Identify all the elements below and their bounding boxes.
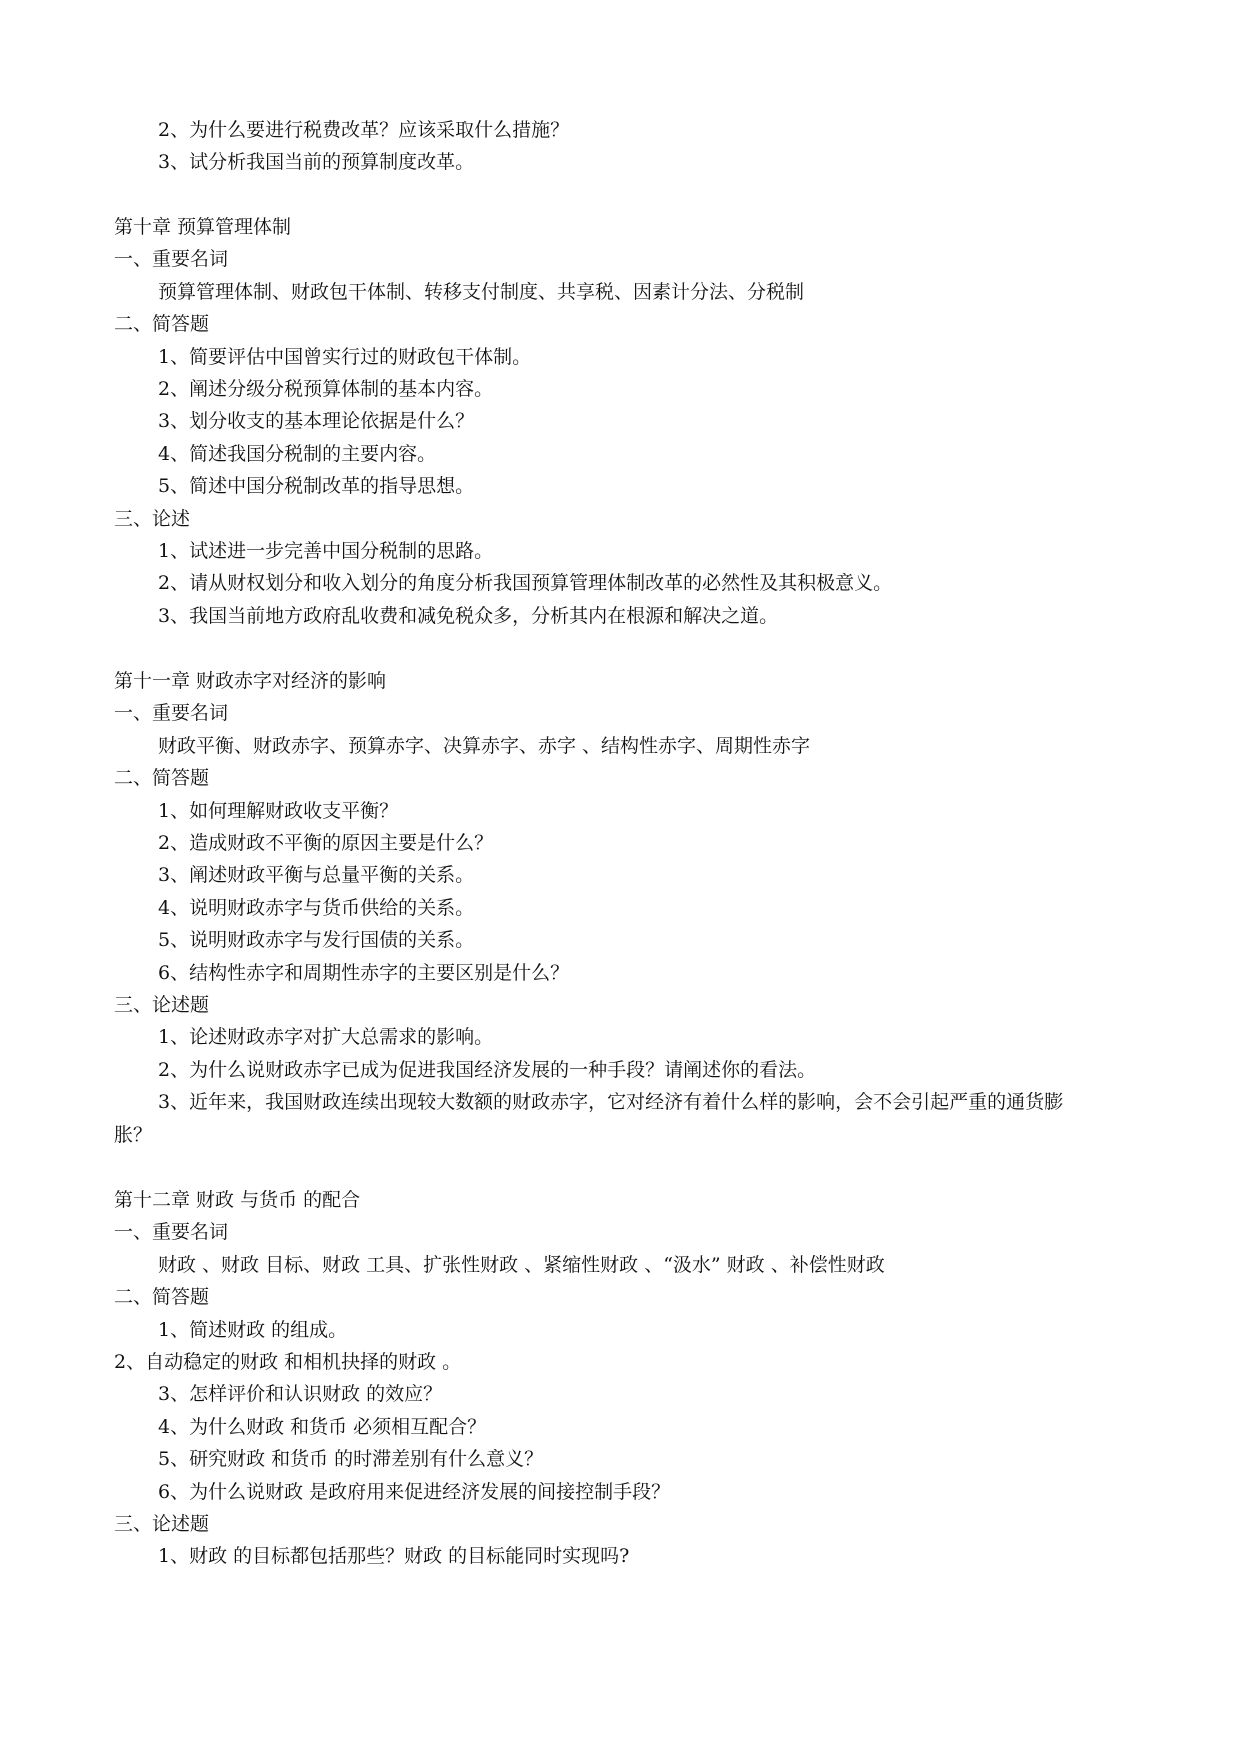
question-line: 6、为什么说财政 是政府用来促进经济发展的间接控制手段？ — [158, 1480, 671, 1503]
terms-list: 财政平衡、财政赤字、预算赤字、决算赤字、赤字 、结构性赤字、周期性赤字 — [158, 734, 811, 757]
question-line: 5、研究财政 和货币 的时滞差别有什么意义？ — [158, 1448, 544, 1471]
question-line: 2、造成财政不平衡的原因主要是什么？ — [158, 832, 494, 855]
question-line: 1、财政 的目标都包括那些？财政 的目标能同时实现吗? — [158, 1545, 630, 1568]
question-line: 2、请从财权划分和收入划分的角度分析我国预算管理体制改革的必然性及其积极意义。 — [158, 572, 893, 595]
chapter-title: 第十二章 财政 与货币 的配合 — [114, 1189, 361, 1211]
section-heading: 二、简答题 — [114, 1286, 210, 1309]
section-heading: 三、论述 — [114, 507, 191, 530]
terms-list: 财政 、财政 目标、财政 工具、扩张性财政 、紧缩性财政 、“汲水” 财政 、补偿性财政 — [158, 1253, 885, 1276]
question-line: 2、阐述分级分税预算体制的基本内容。 — [158, 378, 494, 401]
section-heading: 二、简答题 — [114, 313, 210, 336]
terms-list: 预算管理体制、财政包干体制、转移支付制度、共享税、因素计分法、分税制 — [158, 280, 805, 303]
question-line: 5、简述中国分税制改革的指导思想。 — [158, 475, 475, 498]
chapter-12-section — [114, 1184, 1074, 1573]
question-line: 5、说明财政赤字与发行国债的关系。 — [158, 929, 475, 952]
question-line: 3、试分析我国当前的预算制度改革。 — [158, 151, 475, 174]
section-heading: 三、论述题 — [114, 994, 210, 1017]
chapter-11-section — [114, 665, 1074, 1151]
question-line: 1、论述财政赤字对扩大总需求的影响。 — [158, 1026, 494, 1049]
chapter-10-section — [114, 211, 1074, 632]
question-line: 3、划分收支的基本理论依据是什么？ — [158, 410, 475, 433]
question-line: 3、我国当前地方政府乱收费和减免税众多，分析其内在根源和解决之道。 — [158, 604, 779, 627]
question-line: 3、阐述财政平衡与总量平衡的关系。 — [158, 864, 475, 887]
chapter-title: 第十一章 财政赤字对经济的影响 — [114, 670, 387, 692]
section-heading: 二、简答题 — [114, 767, 210, 790]
question-line: 1、简要评估中国曾实行过的财政包干体制。 — [158, 345, 532, 368]
question-line: 6、结构性赤字和周期性赤字的主要区别是什么？ — [158, 961, 570, 984]
section-heading: 三、论述题 — [114, 1513, 210, 1536]
chapter-title: 第十章 预算管理体制 — [114, 216, 292, 238]
question-line: 2、为什么要进行税费改革？应该采取什么措施？ — [158, 119, 570, 141]
question-line-unindented: 2、自动稳定的财政 和相机抉择的财政 。 — [114, 1351, 462, 1374]
question-line: 2、为什么说财政赤字已成为促进我国经济发展的一种手段？请阐述你的看法。 — [158, 1058, 817, 1081]
question-line: 1、如何理解财政收支平衡？ — [158, 799, 399, 822]
section-heading: 一、重要名词 — [114, 248, 229, 271]
question-line: 4、简述我国分税制的主要内容。 — [158, 442, 437, 465]
question-line: 3、怎样评价和认识财政 的效应？ — [158, 1383, 443, 1406]
question-line: 4、为什么财政 和货币 必须相互配合？ — [158, 1415, 487, 1438]
question-line: 1、简述财政 的组成。 — [158, 1318, 348, 1341]
question-line: 1、试述进一步完善中国分税制的思路。 — [158, 540, 494, 563]
section-heading: 一、重要名词 — [114, 702, 229, 725]
question-line-wrapped: 3、近年来，我国财政连续出现较大数额的财政赤字，它对经济有着什么样的影响，会不会引起严重的通货膨胀？ — [114, 1091, 1064, 1146]
section-heading: 一、重要名词 — [114, 1221, 229, 1244]
previous-chapter-questions — [114, 114, 1074, 179]
question-line: 4、说明财政赤字与货币供给的关系。 — [158, 896, 475, 919]
